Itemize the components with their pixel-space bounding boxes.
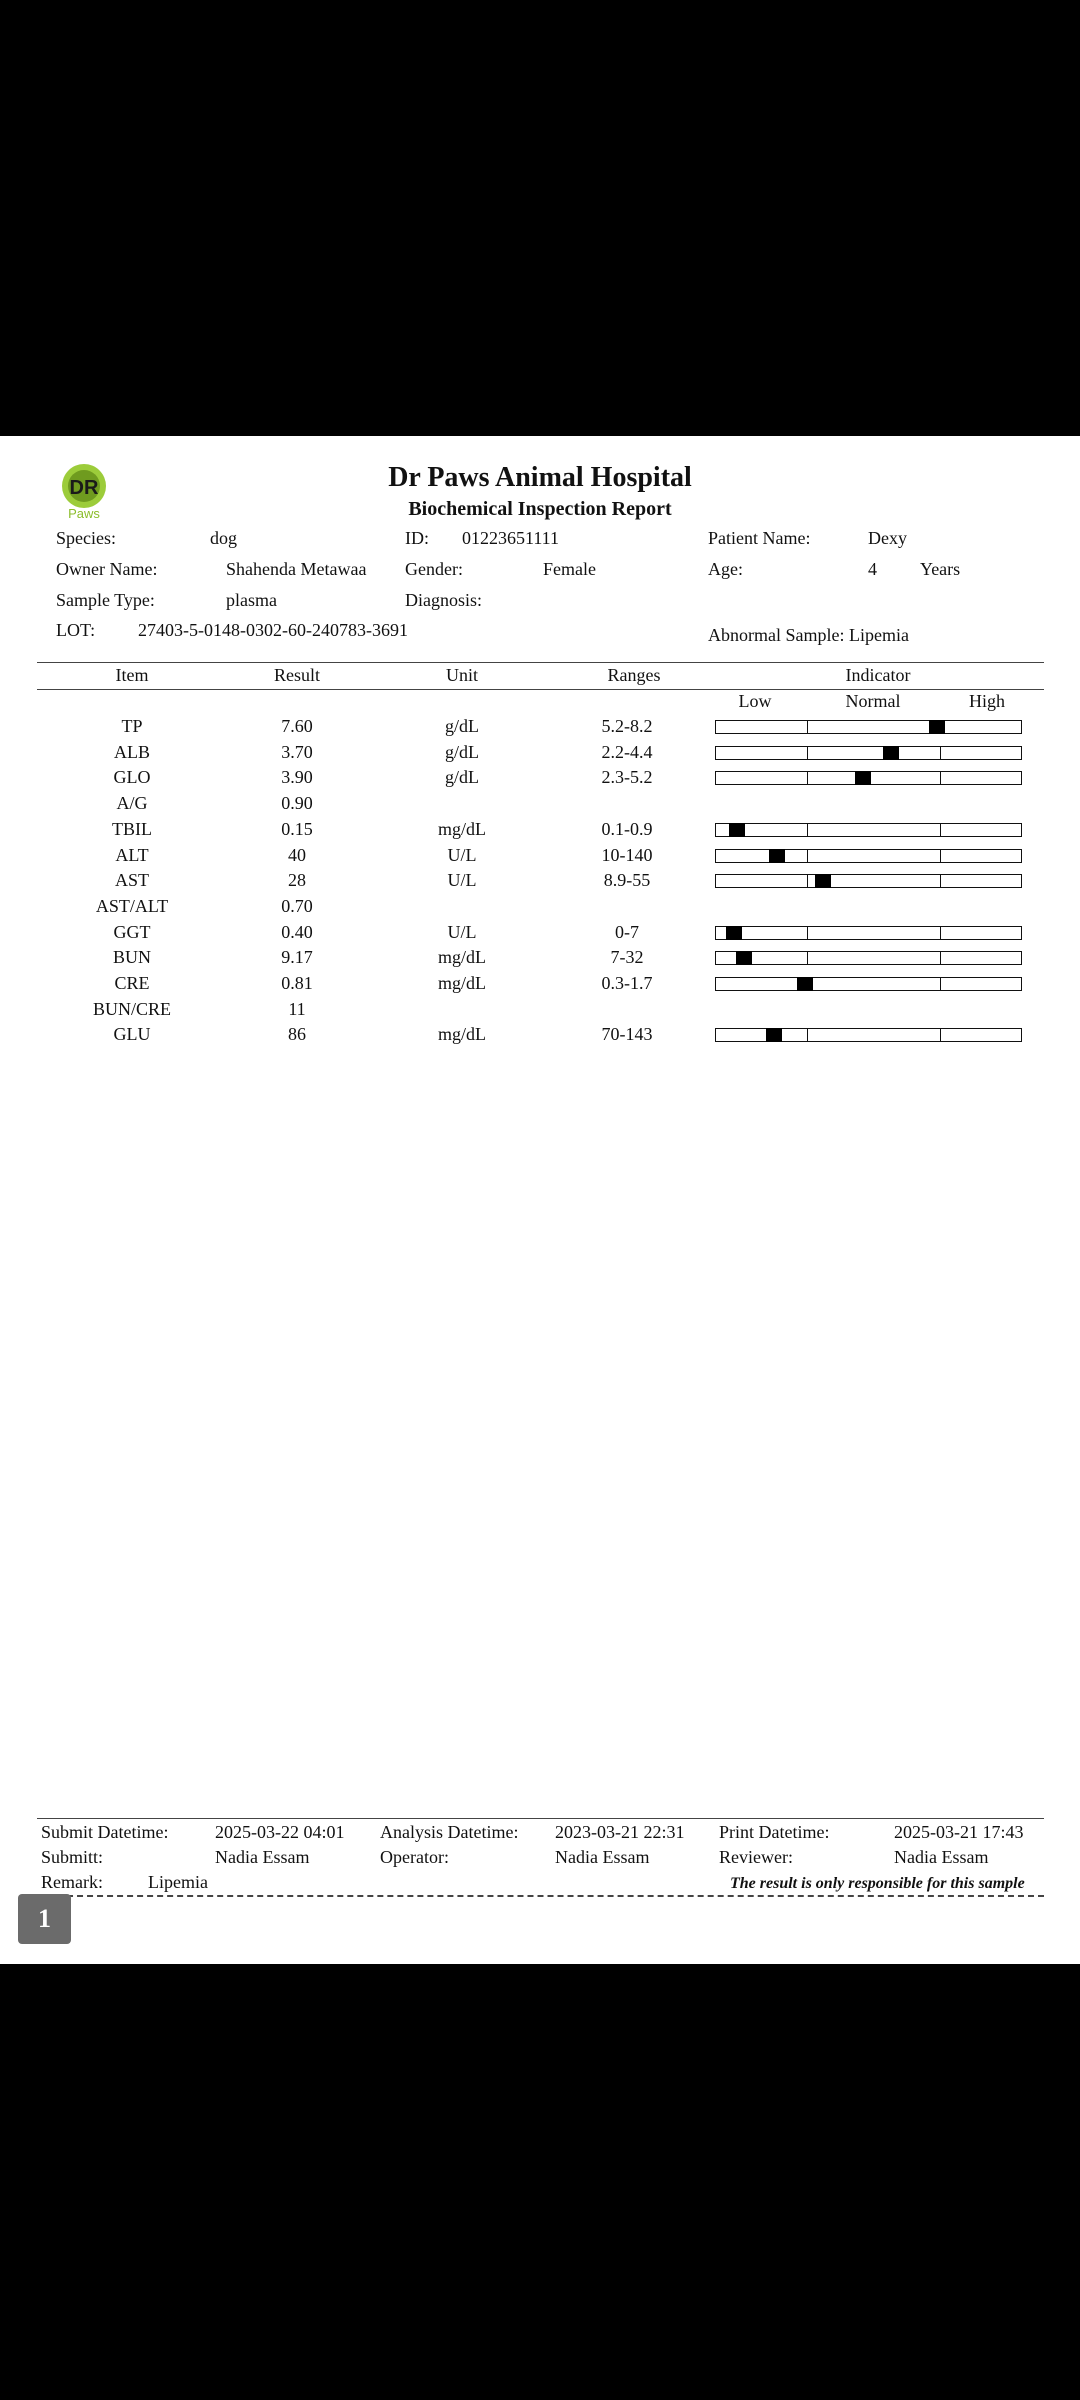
age-unit: Years — [920, 559, 961, 579]
range-cell: 8.9-55 — [603, 870, 651, 890]
sample-type-value: plasma — [226, 590, 277, 610]
item-cell: AST — [114, 870, 149, 890]
indicator-low-label: Low — [738, 691, 772, 711]
footer-top-rule — [37, 1818, 1044, 1819]
report-page — [0, 436, 1080, 1964]
gender-label: Gender: — [405, 559, 463, 579]
lot-label: LOT: — [56, 620, 96, 640]
indicator-marker — [815, 874, 831, 888]
low-normal-divider — [807, 927, 808, 939]
item-cell: ALT — [115, 845, 149, 865]
svg-text:DR: DR — [69, 477, 99, 499]
item-cell: CRE — [114, 973, 150, 993]
operator-value: Nadia Essam — [555, 1847, 650, 1867]
item-cell: TP — [121, 716, 143, 736]
indicator-bar — [715, 720, 1022, 734]
unit-cell: mg/dL — [438, 947, 486, 967]
indicator-marker — [766, 1028, 782, 1042]
unit-cell: g/dL — [445, 716, 479, 736]
patient-name-value: Dexy — [868, 528, 907, 548]
indicator-bar — [715, 977, 1022, 991]
low-normal-divider — [807, 952, 808, 964]
table-top-rule — [37, 662, 1044, 663]
range-cell: 2.2-4.4 — [601, 742, 653, 762]
normal-high-divider — [940, 824, 941, 836]
indicator-bar — [715, 849, 1022, 863]
item-cell: GLU — [113, 1024, 151, 1044]
item-cell: GGT — [113, 922, 151, 942]
footer-dashed-rule — [37, 1895, 1044, 1897]
page-number-button[interactable]: 1 — [18, 1894, 71, 1944]
unit-cell: mg/dL — [438, 973, 486, 993]
print-datetime-value: 2025-03-21 17:43 — [894, 1822, 1024, 1842]
id-value: 01223651111 — [462, 528, 559, 548]
result-cell: 0.90 — [281, 793, 313, 813]
result-cell: 28 — [288, 870, 306, 890]
indicator-bar — [715, 874, 1022, 888]
indicator-marker — [769, 849, 785, 863]
normal-high-divider — [940, 747, 941, 759]
result-cell: 0.40 — [281, 922, 313, 942]
result-cell: 0.70 — [281, 896, 313, 916]
low-normal-divider — [807, 1029, 808, 1041]
result-cell: 40 — [288, 845, 306, 865]
indicator-bar — [715, 951, 1022, 965]
operator-label: Operator: — [380, 1847, 449, 1867]
submit-datetime-value: 2025-03-22 04:01 — [215, 1822, 345, 1842]
indicator-marker — [797, 977, 813, 991]
analysis-datetime-value: 2023-03-21 22:31 — [555, 1822, 685, 1842]
normal-high-divider — [940, 952, 941, 964]
item-cell: ALB — [114, 742, 150, 762]
unit-cell: U/L — [447, 870, 477, 890]
report-title: Biochemical Inspection Report — [408, 498, 672, 520]
item-cell: A/G — [116, 793, 148, 813]
range-cell: 7-32 — [610, 947, 644, 967]
range-cell: 2.3-5.2 — [601, 767, 653, 787]
reviewer-value: Nadia Essam — [894, 1847, 989, 1867]
indicator-marker — [883, 746, 899, 760]
result-cell: 0.15 — [281, 819, 313, 839]
indicator-marker — [736, 951, 752, 965]
result-cell: 11 — [288, 999, 306, 1019]
submit-datetime-label: Submit Datetime: — [41, 1822, 169, 1842]
header-item: Item — [115, 665, 149, 685]
patient-name-label: Patient Name: — [708, 528, 811, 548]
low-normal-divider — [807, 850, 808, 862]
remark-label: Remark: — [41, 1872, 103, 1892]
indicator-bar — [715, 823, 1022, 837]
id-label: ID: — [405, 528, 429, 548]
unit-cell: U/L — [447, 845, 477, 865]
owner-label: Owner Name: — [56, 559, 158, 579]
result-cell: 86 — [288, 1024, 306, 1044]
result-cell: 3.90 — [281, 767, 313, 787]
unit-cell: g/dL — [445, 767, 479, 787]
result-cell: 9.17 — [281, 947, 313, 967]
sample-type-label: Sample Type: — [56, 590, 155, 610]
gender-value: Female — [543, 559, 596, 579]
item-cell: AST/ALT — [95, 896, 169, 916]
unit-cell: U/L — [447, 922, 477, 942]
result-cell: 7.60 — [281, 716, 313, 736]
header-result: Result — [273, 665, 320, 685]
header-indicator: Indicator — [845, 665, 911, 685]
submitter-label: Submitt: — [41, 1847, 104, 1867]
normal-high-divider — [940, 1029, 941, 1041]
item-cell: GLO — [113, 767, 151, 787]
table-header-rule — [37, 689, 1044, 690]
range-cell: 0-7 — [615, 922, 639, 942]
owner-value: Shahenda Metawaa — [226, 559, 367, 579]
range-cell: 10-140 — [601, 845, 653, 865]
indicator-high-label: High — [969, 691, 1005, 711]
indicator-bar — [715, 771, 1022, 785]
indicator-bar — [715, 926, 1022, 940]
age-label: Age: — [708, 559, 743, 579]
normal-high-divider — [940, 875, 941, 887]
age-value: 4 — [868, 559, 877, 579]
item-cell: BUN — [112, 947, 151, 967]
result-cell: 3.70 — [281, 742, 313, 762]
indicator-bar — [715, 746, 1022, 760]
indicator-marker — [929, 720, 945, 734]
header-ranges: Ranges — [607, 665, 661, 685]
unit-cell: mg/dL — [438, 1024, 486, 1044]
normal-high-divider — [940, 978, 941, 990]
hospital-name: Dr Paws Animal Hospital — [388, 462, 692, 493]
disclaimer: The result is only responsible for this sample — [730, 1875, 1025, 1892]
remark-value: Lipemia — [148, 1872, 208, 1892]
low-normal-divider — [807, 721, 808, 733]
species-value: dog — [210, 528, 237, 548]
species-label: Species: — [56, 528, 116, 548]
normal-high-divider — [940, 927, 941, 939]
print-datetime-label: Print Datetime: — [719, 1822, 830, 1842]
range-cell: 0.3-1.7 — [601, 973, 653, 993]
normal-high-divider — [940, 772, 941, 784]
indicator-marker — [855, 771, 871, 785]
indicator-marker — [729, 823, 745, 837]
normal-high-divider — [940, 850, 941, 862]
range-cell: 0.1-0.9 — [601, 819, 653, 839]
diagnosis-label: Diagnosis: — [405, 590, 483, 610]
low-normal-divider — [807, 747, 808, 759]
indicator-bar — [715, 1028, 1022, 1042]
low-normal-divider — [807, 875, 808, 887]
abnormal-sample: Abnormal Sample: Lipemia — [708, 625, 909, 645]
indicator-normal-label: Normal — [845, 691, 901, 711]
range-cell: 70-143 — [601, 1024, 653, 1044]
lot-value: 27403-5-0148-0302-60-240783-3691 — [138, 620, 408, 640]
reviewer-label: Reviewer: — [719, 1847, 793, 1867]
indicator-marker — [726, 926, 742, 940]
unit-cell: g/dL — [445, 742, 479, 762]
range-cell: 5.2-8.2 — [601, 716, 653, 736]
low-normal-divider — [807, 824, 808, 836]
submitter-value: Nadia Essam — [215, 1847, 310, 1867]
result-cell: 0.81 — [281, 973, 313, 993]
analysis-datetime-label: Analysis Datetime: — [380, 1822, 519, 1842]
unit-cell: mg/dL — [438, 819, 486, 839]
header-unit: Unit — [445, 665, 478, 685]
item-cell: TBIL — [112, 819, 152, 839]
item-cell: BUN/CRE — [92, 999, 171, 1019]
low-normal-divider — [807, 772, 808, 784]
svg-text:Paws: Paws — [68, 506, 100, 521]
